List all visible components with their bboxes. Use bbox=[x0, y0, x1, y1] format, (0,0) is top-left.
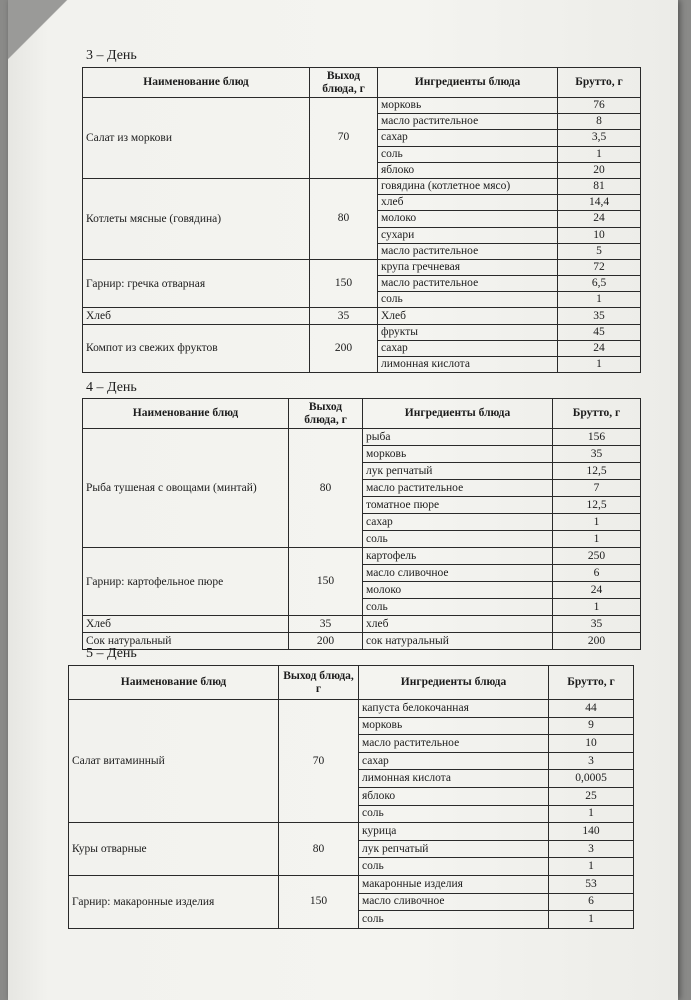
ingredient-brutto: 7 bbox=[553, 480, 641, 497]
ingredient-row bbox=[83, 98, 641, 114]
header-output: Выход блюда, г bbox=[310, 68, 378, 98]
ingredient-name: соль bbox=[363, 531, 553, 548]
dish-name: Гарнир: макаронные изделия bbox=[69, 875, 279, 928]
ingredient-name: хлеб bbox=[378, 195, 558, 211]
ingredient-row bbox=[83, 324, 641, 340]
ingredient-brutto: 1 bbox=[558, 146, 641, 162]
ingredient-name: курица bbox=[359, 823, 549, 841]
ingredient-name: сахар bbox=[363, 514, 553, 531]
dish-name: Куры отварные bbox=[69, 823, 279, 876]
day-4-table bbox=[82, 398, 641, 650]
ingredient-name: сахар bbox=[378, 130, 558, 146]
header-ingredients: Ингредиенты блюда bbox=[359, 666, 549, 700]
dish-name: Хлеб bbox=[83, 616, 289, 633]
ingredient-name: морковь bbox=[378, 98, 558, 114]
dish-output: 80 bbox=[310, 178, 378, 259]
ingredient-name: рыба bbox=[363, 429, 553, 446]
ingredient-brutto: 24 bbox=[558, 340, 641, 356]
ingredient-name: масло растительное bbox=[378, 114, 558, 130]
ingredient-name: лимонная кислота bbox=[378, 357, 558, 373]
dish-output: 70 bbox=[310, 98, 378, 179]
ingredient-name: лук репчатый bbox=[359, 840, 549, 858]
ingredient-name: говядина (котлетное мясо) bbox=[378, 178, 558, 194]
ingredient-brutto: 35 bbox=[558, 308, 641, 324]
ingredient-name: морковь bbox=[363, 446, 553, 463]
dish-name: Гарнир: гречка отварная bbox=[83, 259, 310, 308]
ingredient-row bbox=[69, 823, 634, 841]
ingredient-name: яблоко bbox=[359, 787, 549, 805]
ingredient-brutto: 6,5 bbox=[558, 276, 641, 292]
header-dish: Наименование блюд bbox=[83, 68, 310, 98]
ingredient-row bbox=[83, 633, 641, 650]
header-brutto: Брутто, г bbox=[553, 399, 641, 429]
dish-output: 35 bbox=[289, 616, 363, 633]
ingredient-name: сахар bbox=[378, 340, 558, 356]
ingredient-brutto: 1 bbox=[558, 357, 641, 373]
header-ingredients: Ингредиенты блюда bbox=[378, 68, 558, 98]
dish-output: 150 bbox=[279, 875, 359, 928]
ingredient-row bbox=[83, 616, 641, 633]
ingredient-brutto: 12,5 bbox=[553, 463, 641, 480]
ingredient-brutto: 9 bbox=[549, 717, 634, 735]
ingredient-name: макаронные изделия bbox=[359, 875, 549, 893]
ingredient-brutto: 25 bbox=[549, 787, 634, 805]
dish-name: Сок натуральный bbox=[83, 633, 289, 650]
ingredient-name: хлеб bbox=[363, 616, 553, 633]
ingredient-name: масло растительное bbox=[359, 735, 549, 753]
dish-output: 70 bbox=[279, 700, 359, 823]
ingredient-brutto: 1 bbox=[558, 292, 641, 308]
ingredient-name: масло растительное bbox=[378, 276, 558, 292]
ingredient-brutto: 3 bbox=[549, 752, 634, 770]
ingredient-brutto: 0,0005 bbox=[549, 770, 634, 788]
ingredient-name: масло сливочное bbox=[363, 565, 553, 582]
ingredient-brutto: 5 bbox=[558, 243, 641, 259]
ingredient-brutto: 8 bbox=[558, 114, 641, 130]
ingredient-name: лимонная кислота bbox=[359, 770, 549, 788]
ingredient-name: крупа гречневая bbox=[378, 259, 558, 275]
ingredient-brutto: 76 bbox=[558, 98, 641, 114]
ingredient-name: соль bbox=[359, 858, 549, 876]
ingredient-name: соль bbox=[378, 292, 558, 308]
ingredient-name: Хлеб bbox=[378, 308, 558, 324]
ingredient-brutto: 140 bbox=[549, 823, 634, 841]
header-dish: Наименование блюд bbox=[83, 399, 289, 429]
dish-output: 150 bbox=[310, 259, 378, 308]
ingredient-brutto: 1 bbox=[553, 599, 641, 616]
ingredient-name: томатное пюре bbox=[363, 497, 553, 514]
ingredient-name: масло сливочное bbox=[359, 893, 549, 911]
dish-name: Хлеб bbox=[83, 308, 310, 324]
ingredient-brutto: 1 bbox=[553, 531, 641, 548]
ingredient-name: масло растительное bbox=[363, 480, 553, 497]
ingredient-name: соль bbox=[359, 805, 549, 823]
ingredient-name: лук репчатый bbox=[363, 463, 553, 480]
ingredient-row bbox=[83, 308, 641, 324]
header-output: Выход блюда, г bbox=[289, 399, 363, 429]
ingredient-name: соль bbox=[359, 911, 549, 929]
ingredient-name: соль bbox=[378, 146, 558, 162]
ingredient-brutto: 35 bbox=[553, 616, 641, 633]
day-4-title: 4 – День bbox=[86, 380, 137, 395]
ingredient-row bbox=[69, 700, 634, 718]
ingredient-name: молоко bbox=[378, 211, 558, 227]
ingredient-row bbox=[83, 548, 641, 565]
ingredient-brutto: 10 bbox=[558, 227, 641, 243]
day-5-table bbox=[68, 665, 634, 929]
ingredient-row bbox=[83, 178, 641, 194]
document-page bbox=[8, 0, 678, 1000]
ingredient-name: сухари bbox=[378, 227, 558, 243]
ingredient-brutto: 20 bbox=[558, 162, 641, 178]
day-3-table bbox=[82, 67, 641, 373]
header-ingredients: Ингредиенты блюда bbox=[363, 399, 553, 429]
dish-output: 200 bbox=[289, 633, 363, 650]
ingredient-brutto: 45 bbox=[558, 324, 641, 340]
ingredient-brutto: 3,5 bbox=[558, 130, 641, 146]
ingredient-brutto: 250 bbox=[553, 548, 641, 565]
ingredient-brutto: 1 bbox=[549, 911, 634, 929]
ingredient-brutto: 53 bbox=[549, 875, 634, 893]
ingredient-brutto: 35 bbox=[553, 446, 641, 463]
header-brutto: Брутто, г bbox=[549, 666, 634, 700]
ingredient-brutto: 44 bbox=[549, 700, 634, 718]
ingredient-brutto: 24 bbox=[558, 211, 641, 227]
dish-name: Салат витаминный bbox=[69, 700, 279, 823]
ingredient-brutto: 72 bbox=[558, 259, 641, 275]
ingredient-brutto: 14,4 bbox=[558, 195, 641, 211]
ingredient-brutto: 10 bbox=[549, 735, 634, 753]
dish-output: 150 bbox=[289, 548, 363, 616]
ingredient-name: сок натуральный bbox=[363, 633, 553, 650]
header-dish: Наименование блюд bbox=[69, 666, 279, 700]
ingredient-brutto: 6 bbox=[549, 893, 634, 911]
ingredient-name: капуста белокочанная bbox=[359, 700, 549, 718]
dish-output: 80 bbox=[279, 823, 359, 876]
ingredient-name: сахар bbox=[359, 752, 549, 770]
ingredient-brutto: 81 bbox=[558, 178, 641, 194]
ingredient-name: масло растительное bbox=[378, 243, 558, 259]
dish-name: Салат из моркови bbox=[83, 98, 310, 179]
ingredient-row bbox=[83, 259, 641, 275]
dish-name: Рыба тушеная с овощами (минтай) bbox=[83, 429, 289, 548]
ingredient-name: яблоко bbox=[378, 162, 558, 178]
ingredient-brutto: 200 bbox=[553, 633, 641, 650]
ingredient-brutto: 1 bbox=[553, 514, 641, 531]
ingredient-brutto: 12,5 bbox=[553, 497, 641, 514]
ingredient-name: соль bbox=[363, 599, 553, 616]
ingredient-brutto: 3 bbox=[549, 840, 634, 858]
ingredient-name: морковь bbox=[359, 717, 549, 735]
dish-name: Компот из свежих фруктов bbox=[83, 324, 310, 373]
dish-output: 200 bbox=[310, 324, 378, 373]
ingredient-brutto: 1 bbox=[549, 805, 634, 823]
ingredient-name: молоко bbox=[363, 582, 553, 599]
dish-name: Котлеты мясные (говядина) bbox=[83, 178, 310, 259]
dish-name: Гарнир: картофельное пюре bbox=[83, 548, 289, 616]
ingredient-brutto: 1 bbox=[549, 858, 634, 876]
ingredient-row bbox=[83, 429, 641, 446]
day-3-title: 3 – День bbox=[86, 48, 137, 63]
dish-output: 80 bbox=[289, 429, 363, 548]
header-brutto: Брутто, г bbox=[558, 68, 641, 98]
day-5-title: 5 – День bbox=[86, 646, 137, 661]
ingredient-name: картофель bbox=[363, 548, 553, 565]
ingredient-brutto: 156 bbox=[553, 429, 641, 446]
ingredient-name: фрукты bbox=[378, 324, 558, 340]
ingredient-brutto: 24 bbox=[553, 582, 641, 599]
header-output: Выход блюда, г bbox=[279, 666, 359, 700]
ingredient-row bbox=[69, 875, 634, 893]
dish-output: 35 bbox=[310, 308, 378, 324]
ingredient-brutto: 6 bbox=[553, 565, 641, 582]
